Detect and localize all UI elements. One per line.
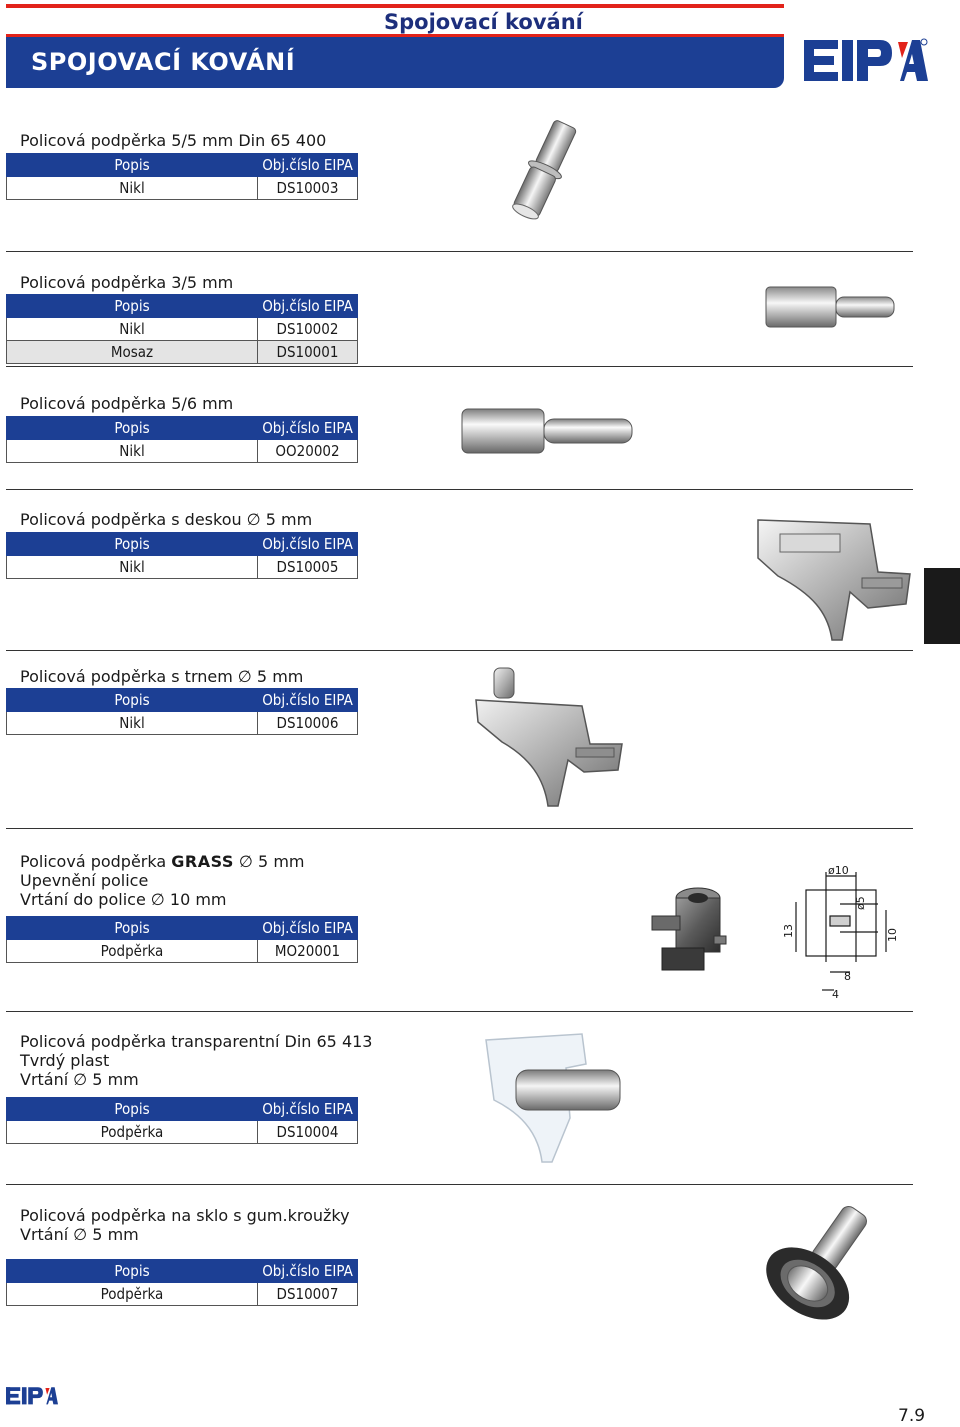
section-title-8: Policová podpěrka na sklo s gum.kroužky: [20, 1206, 350, 1225]
col-cislo-header: Obj.číslo EIPA: [258, 917, 358, 940]
cell-popis: Podpěrka: [7, 1283, 258, 1306]
page-header-title: Spojovací kování: [384, 10, 583, 34]
col-cislo-header: Obj.číslo EIPA: [258, 1098, 358, 1121]
col-cislo-header: Obj.číslo EIPA: [258, 417, 358, 440]
cell-cislo: DS10005: [258, 556, 358, 579]
col-popis-header: Popis: [7, 417, 258, 440]
divider: [6, 1184, 913, 1185]
cell-popis: Nikl: [7, 712, 258, 735]
section-title-1: Policová podpěrka 5/5 mm Din 65 400: [20, 131, 327, 150]
divider: [6, 650, 913, 651]
cell-popis: Nikl: [7, 177, 258, 200]
cell-popis: Nikl: [7, 556, 258, 579]
product-image-grass-support: [646, 880, 746, 974]
divider: [6, 489, 913, 490]
cell-cislo: DS10004: [258, 1121, 358, 1144]
cell-cislo: DS10007: [258, 1283, 358, 1306]
col-cislo-header: Obj.číslo EIPA: [258, 295, 358, 318]
col-popis-header: Popis: [7, 154, 258, 177]
technical-drawing: [778, 862, 908, 1000]
col-popis-header: Popis: [7, 689, 258, 712]
section-title-6: [20, 852, 305, 871]
dim-label: 4: [832, 988, 839, 1000]
product-table-5: [6, 688, 358, 735]
product-table-3: [6, 416, 358, 463]
header-red-line: [6, 4, 784, 8]
chapter-tab: [924, 568, 960, 644]
col-popis-header: Popis: [7, 1098, 258, 1121]
eipa-logo: [804, 36, 928, 86]
title-brand: GRASS: [171, 852, 234, 871]
section-title-3: Policová podpěrka 5/6 mm: [20, 394, 234, 413]
cell-popis: Mosaz: [7, 341, 258, 364]
title-suffix: ∅ 5 mm: [239, 852, 305, 871]
col-popis-header: Popis: [7, 917, 258, 940]
product-image-pin-35: [762, 282, 902, 332]
dim-label: 13: [782, 924, 795, 938]
section-title-2: Policová podpěrka 3/5 mm: [20, 273, 234, 292]
product-table-8: [6, 1259, 358, 1306]
product-table-4: [6, 532, 358, 579]
section-note: Vrtání ∅ 5 mm: [20, 1225, 139, 1244]
product-table-2: [6, 294, 358, 364]
product-image-bracket-pin: [472, 660, 632, 810]
section-note: Upevnění police: [20, 871, 149, 890]
dim-label: 8: [844, 970, 851, 983]
section-note: Vrtání do police ∅ 10 mm: [20, 890, 227, 909]
title-prefix: Policová podpěrka: [20, 852, 167, 871]
cell-popis: Nikl: [7, 318, 258, 341]
section-title-4: Policová podpěrka s deskou ∅ 5 mm: [20, 510, 313, 529]
cell-cislo: DS10002: [258, 318, 358, 341]
eipa-logo-footer: [6, 1385, 58, 1407]
col-popis-header: Popis: [7, 295, 258, 318]
dim-label: 10: [886, 928, 899, 942]
col-cislo-header: Obj.číslo EIPA: [258, 533, 358, 556]
divider: [6, 1011, 913, 1012]
cell-popis: Podpěrka: [7, 1121, 258, 1144]
product-table-6: [6, 916, 358, 963]
product-image-glass-support: [752, 1196, 892, 1330]
section-title-7: Policová podpěrka transparentní Din 65 413: [20, 1032, 373, 1051]
cell-cislo: DS10001: [258, 341, 358, 364]
section-note: Vrtání ∅ 5 mm: [20, 1070, 139, 1089]
product-table-1: [6, 153, 358, 200]
divider: [6, 366, 913, 367]
page-number: 7.9: [898, 1406, 926, 1426]
cell-cislo: DS10003: [258, 177, 358, 200]
section-note: Tvrdý plast: [20, 1051, 110, 1070]
divider: [6, 251, 913, 252]
col-popis-header: Popis: [7, 533, 258, 556]
product-table-7: [6, 1097, 358, 1144]
cell-popis: Nikl: [7, 440, 258, 463]
col-cislo-header: Obj.číslo EIPA: [258, 154, 358, 177]
section-title-5: Policová podpěrka s trnem ∅ 5 mm: [20, 667, 304, 686]
cell-cislo: MO20001: [258, 940, 358, 963]
cell-popis: Podpěrka: [7, 940, 258, 963]
col-cislo-header: Obj.číslo EIPA: [258, 1260, 358, 1283]
divider: [6, 828, 913, 829]
cell-cislo: OO20002: [258, 440, 358, 463]
product-image-bracket-plate: [750, 512, 915, 646]
dim-label: ø10: [828, 864, 849, 877]
product-image-pin-56: [460, 404, 638, 458]
product-image-transparent-support: [482, 1030, 632, 1170]
product-image-pin-55: [490, 118, 600, 226]
banner-title: SPOJOVACÍ KOVÁNÍ: [31, 48, 296, 76]
col-popis-header: Popis: [7, 1260, 258, 1283]
dim-label: ø5: [854, 896, 867, 910]
cell-cislo: DS10006: [258, 712, 358, 735]
col-cislo-header: Obj.číslo EIPA: [258, 689, 358, 712]
